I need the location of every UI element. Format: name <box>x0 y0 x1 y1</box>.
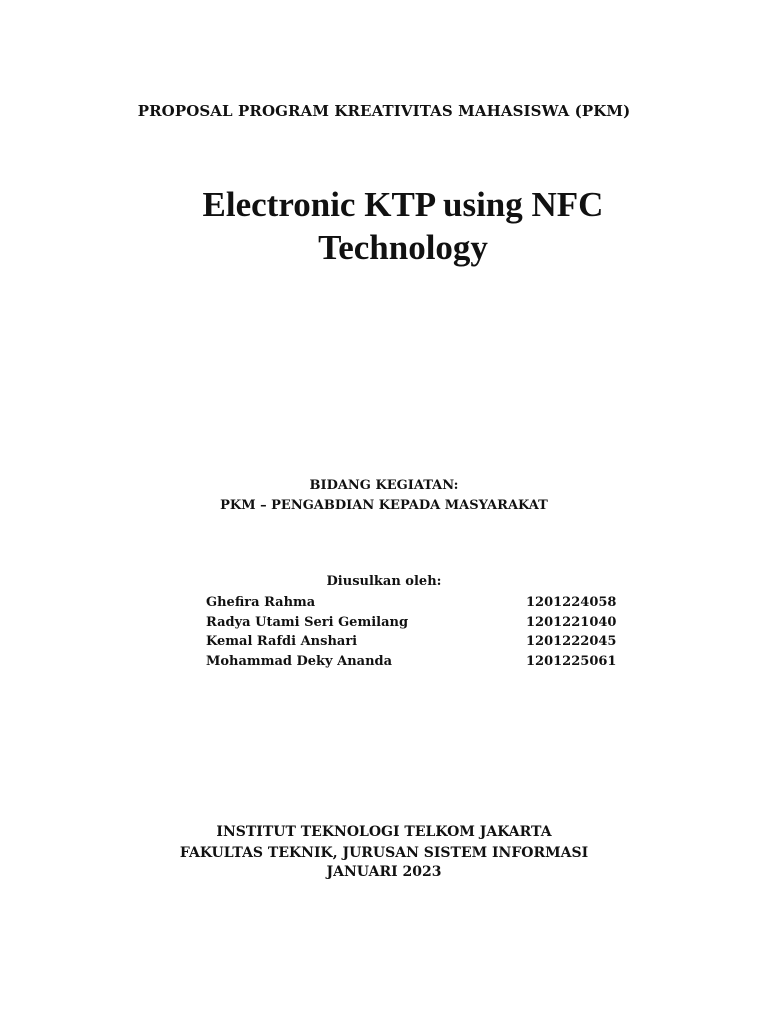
field-value: PKM – PENGABDIAN KEPADA MASYARAKAT <box>220 498 548 513</box>
author-nim: 1201221040 <box>526 614 617 630</box>
author-list <box>206 593 617 671</box>
author-name: Mohammad Deky Ananda <box>206 653 393 669</box>
author-name: Radya Utami Seri Gemilang <box>206 614 409 630</box>
proposal-header: PROPOSAL PROGRAM KREATIVITAS MAHASISWA (PKM) <box>137 102 631 120</box>
author-nim: 1201224058 <box>526 595 617 610</box>
author-nim: 1201222045 <box>526 634 617 649</box>
author-name: Ghefira Rahma <box>206 595 316 610</box>
author-name: Kemal Rafdi Anshari <box>206 634 358 649</box>
author-row <box>206 613 617 633</box>
author-nim: 1201225061 <box>526 653 617 669</box>
field-label: BIDANG KEGIATAN: <box>309 478 459 493</box>
document-title <box>0 183 768 269</box>
faculty-name: FAKULTAS TEKNIK, JURUSAN SISTEM INFORMASI <box>179 845 589 861</box>
author-row <box>206 632 617 652</box>
document-date: JANUARI 2023 <box>326 864 442 880</box>
proposed-by-label: Diusulkan oleh: <box>326 574 442 589</box>
title-line-2: Technology <box>318 228 488 267</box>
title-line-1: Electronic KTP using NFC <box>202 185 604 224</box>
institution-name: INSTITUT TEKNOLOGI TELKOM JAKARTA <box>216 824 552 840</box>
author-row <box>206 593 617 613</box>
author-row <box>206 652 617 672</box>
